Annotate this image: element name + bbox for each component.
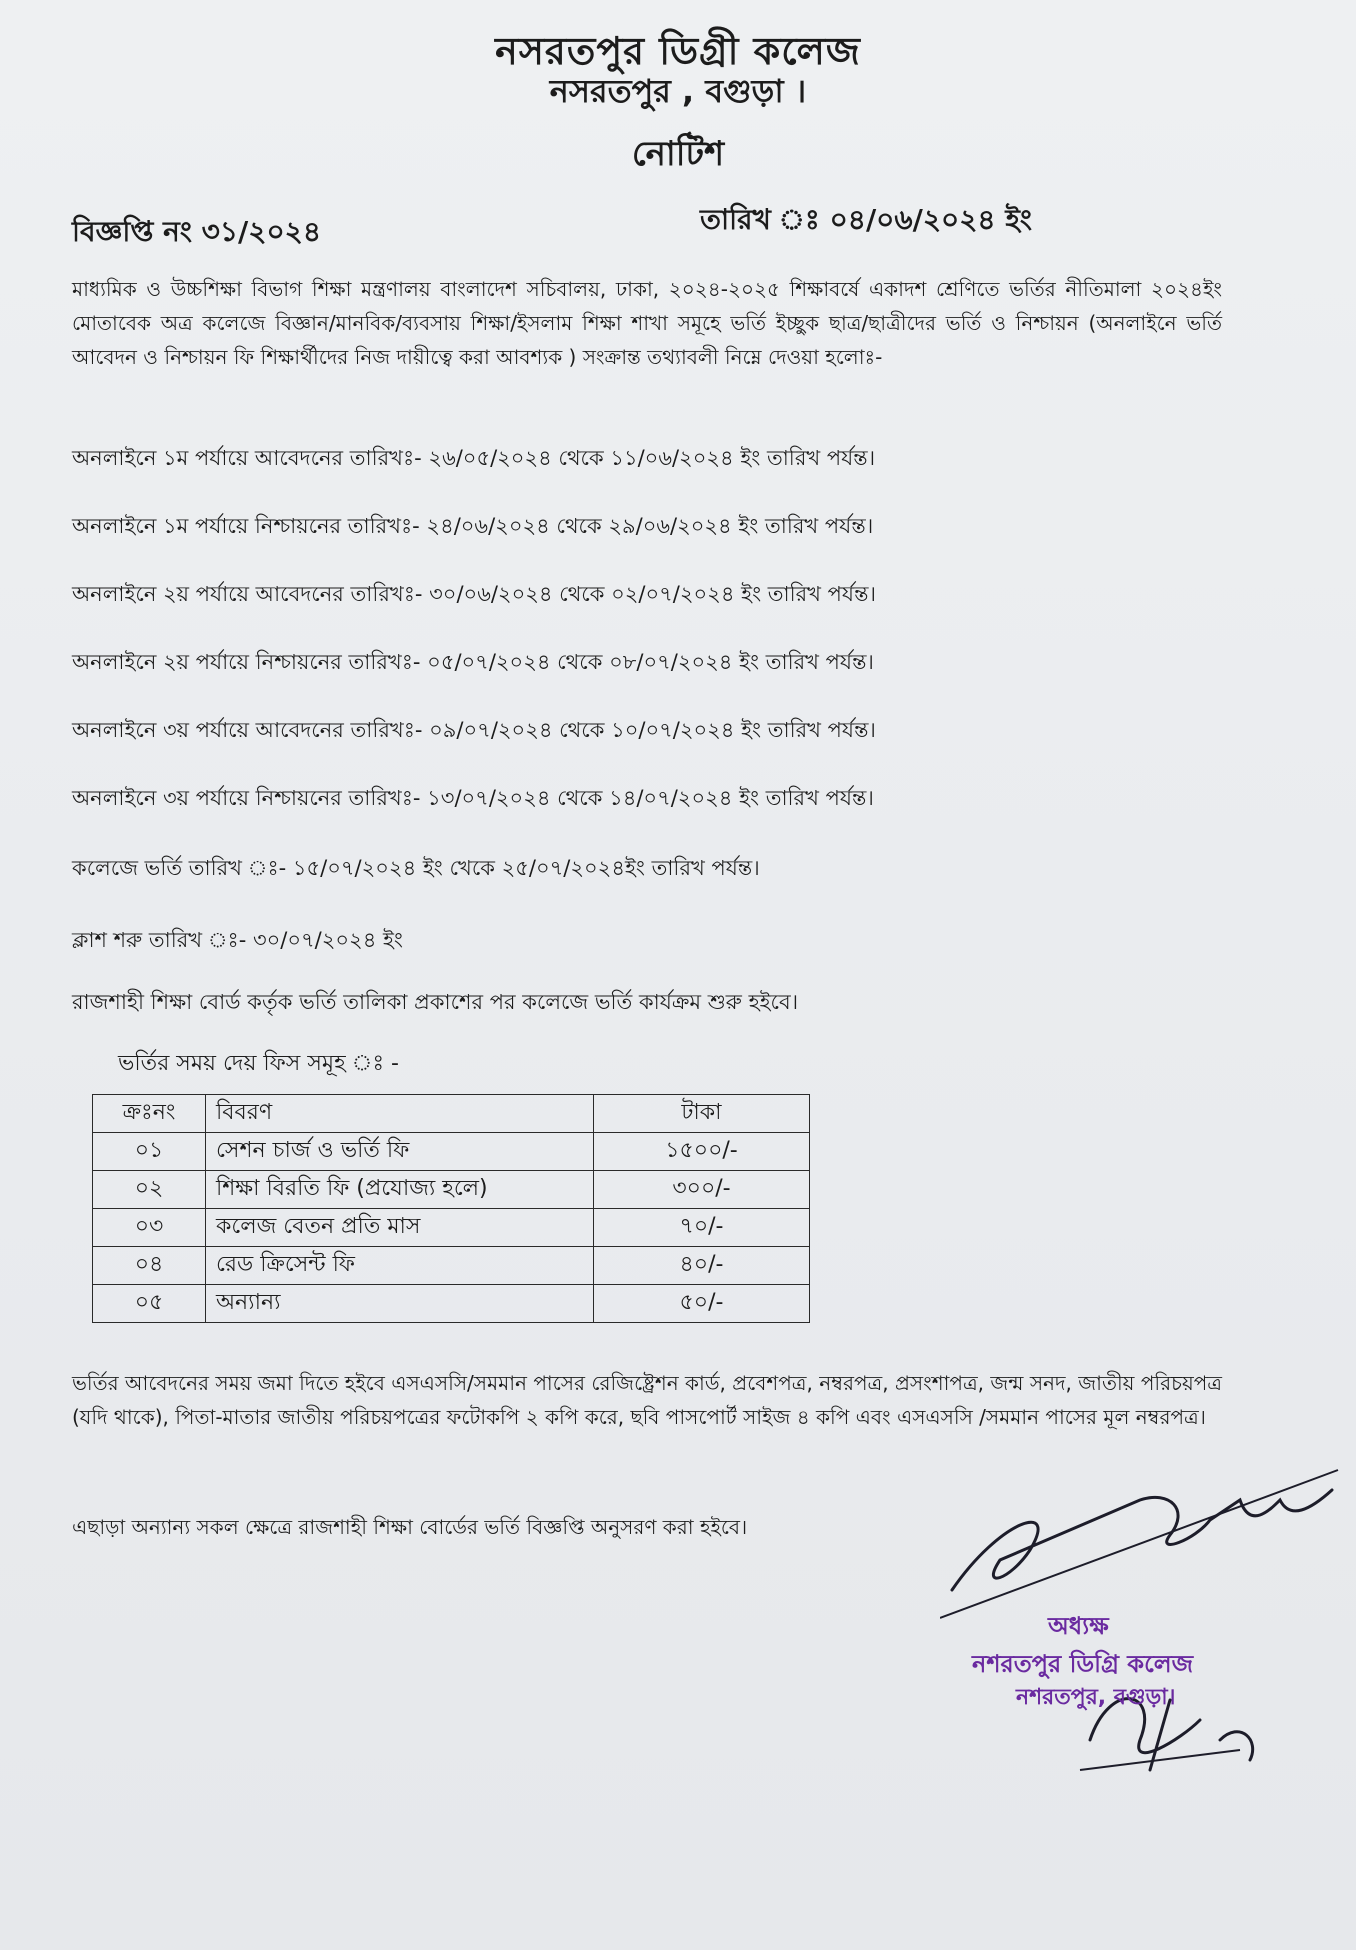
row-description: শিক্ষা বিরতি ফি (প্রযোজ্য হলে) [206, 1171, 594, 1209]
admission-date-line: কলেজে ভর্তি তারিখ ঃ- ১৫/০৭/২০২৪ ইং খেকে ২৫/০৭/২০২৪ইং তারিখ পর্যন্ত। [72, 856, 760, 880]
schedule-line: অনলাইনে ১ম পর্যায়ে আবেদনের তারিখঃ- ২৬/০৫/২০২৪ থেকে ১১/০৬/২০২৪ ইং তারিখ পর্যন্ত। [72, 446, 876, 470]
class-start-line: ক্লাশ শরু তারিখ ঃ- ৩০/০৭/২০২৪ ইং [72, 928, 403, 952]
row-description: রেড ক্রিসেন্ট ফি [206, 1247, 594, 1285]
fees-heading: ভর্তির সময় দেয় ফিস সমূহ ঃ - [118, 1051, 399, 1076]
schedule-line: অনলাইনে ১ম পর্যায়ে নিশ্চায়নের তারিখঃ- ২৪/০৬/২০২৪ থেকে ২৯/০৬/২০২৪ ইং তারিখ পর্যন্ত। [72, 514, 874, 538]
stamp-address: নশরতপুর, বগুড়া। [1016, 1685, 1176, 1710]
stamp-college-name: নশরতপুর ডিগ্রি কলেজ [972, 1650, 1194, 1678]
fees-table [92, 1094, 810, 1323]
row-serial: ০৫ [93, 1285, 206, 1323]
final-note: এছাড়া অন্যান্য সকল ক্ষেত্রে রাজশাহী শিক্ষা বোর্ডের ভর্তি বিজ্ঞপ্তি অনুসরণ করা হইবে। [72, 1515, 748, 1539]
schedule-line: অনলাইনে ৩য় পর্যায়ে নিশ্চায়নের তারিখঃ- ১৩/০৭/২০২৪ থেকে ১৪/০৭/২০২৪ ইং তারিখ পর্যন্ত। [72, 786, 874, 810]
table-row [93, 1209, 810, 1247]
row-amount: ৭০/- [594, 1209, 810, 1247]
row-serial: ০৩ [93, 1209, 206, 1247]
stamp-title: অধ্যক্ষ [1048, 1612, 1109, 1640]
row-serial: ০৪ [93, 1247, 206, 1285]
college-name: নসরতপুর ডিগ্রী কলেজ [495, 29, 861, 73]
fees-header-row [93, 1095, 810, 1133]
row-description: অন্যান্য [206, 1285, 594, 1323]
memo-number: বিজ্ঞপ্তি নং ৩১/২০২৪ [72, 215, 322, 248]
row-description: সেশন চার্জ ও ভর্তি ফি [206, 1133, 594, 1171]
schedule-line: অনলাইনে ৩য় পর্যায়ে আবেদনের তারিখঃ- ০৯/০৭/২০২৪ থেকে ১০/০৭/২০২৪ ইং তারিখ পর্যন্ত। [72, 718, 876, 742]
header-amount: টাকা [594, 1095, 810, 1133]
row-amount: ১৫০০/- [594, 1133, 810, 1171]
board-note-line: রাজশাহী শিক্ষা বোর্ড কর্তৃক ভর্তি তালিকা প্রকাশের পর কলেজে ভর্তি কার্যক্রম শুরু হইবে। [72, 990, 799, 1014]
row-description: কলেজ বেতন প্রতি মাস [206, 1209, 594, 1247]
documents-paragraph: ভর্তির আবেদনের সময় জমা দিতে হইবে এসএসসি/সমমান পাসের রেজিষ্ট্রেশন কার্ড, প্রবেশপত্র, নম্বরপত্র, প্রসংশাপত্র, জন্ম সনদ, জাতীয় পরিচয়পত্র (যদি থাকে), পিতা-মাতার জাতীয় পরিচয়পত্রের ফটোকপি ২ কপি করে, ছবি পাসপোর্ট সাইজ ৪ কপি এবং এসএসসি /সমমান পাসের মূল নম্বরপত্র। [72, 1371, 1222, 1429]
header-description: বিবরণ [206, 1095, 594, 1133]
college-address: নসরতপুর , বগুড়া । [549, 72, 807, 110]
table-row [93, 1133, 810, 1171]
principal-signature [940, 1440, 1340, 1820]
row-amount: ৫০/- [594, 1285, 810, 1323]
notice-title: নোটিশ [631, 134, 725, 174]
table-row [93, 1247, 810, 1285]
table-row [93, 1285, 810, 1323]
schedule-line: অনলাইনে ২য় পর্যায়ে নিশ্চায়নের তারিখঃ- ০৫/০৭/২০২৪ থেকে ০৮/০৭/২০২৪ ইং তারিখ পর্যন্ত। [72, 650, 874, 674]
row-amount: ৩০০/- [594, 1171, 810, 1209]
schedule-line: অনলাইনে ২য় পর্যায়ে আবেদনের তারিখঃ- ৩০/০৬/২০২৪ থেকে ০২/০৭/২০২৪ ইং তারিখ পর্যন্ত। [72, 582, 876, 606]
row-serial: ০১ [93, 1133, 206, 1171]
row-serial: ০২ [93, 1171, 206, 1209]
header-serial: ক্রঃনং [93, 1095, 206, 1133]
intro-paragraph: মাধ্যমিক ও উচ্চশিক্ষা বিভাগ শিক্ষা মন্ত্রণালয় বাংলাদেশ সচিবালয়, ঢাকা, ২০২৪-২০২৫ শিক্ষাবর্ষে একাদশ শ্রেণিতে ভর্তির নীতিমালা ২০২৪ইং মোতাবেক অত্র কলেজে বিজ্ঞান/মানবিক/ব্যবসায় শিক্ষা/ইসলাম শিক্ষা শাখা সমূহে ভর্তি ইচ্ছুক ছাত্র/ছাত্রীদের ভর্তি ও নিশ্চায়ন (অনলাইনে ভর্তি আবেদন ও নিশ্চায়ন ফি শিক্ষার্থীদের নিজ দায়ীত্বে করা আবশ্যক ) সংক্রান্ত তথ্যাবলী নিম্নে দেওয়া হলোঃ- [72, 277, 1222, 369]
row-amount: ৪০/- [594, 1247, 810, 1285]
table-row [93, 1171, 810, 1209]
memo-date: তারিখ ঃ ০৪/০৬/২০২৪ ইং [700, 203, 1032, 236]
